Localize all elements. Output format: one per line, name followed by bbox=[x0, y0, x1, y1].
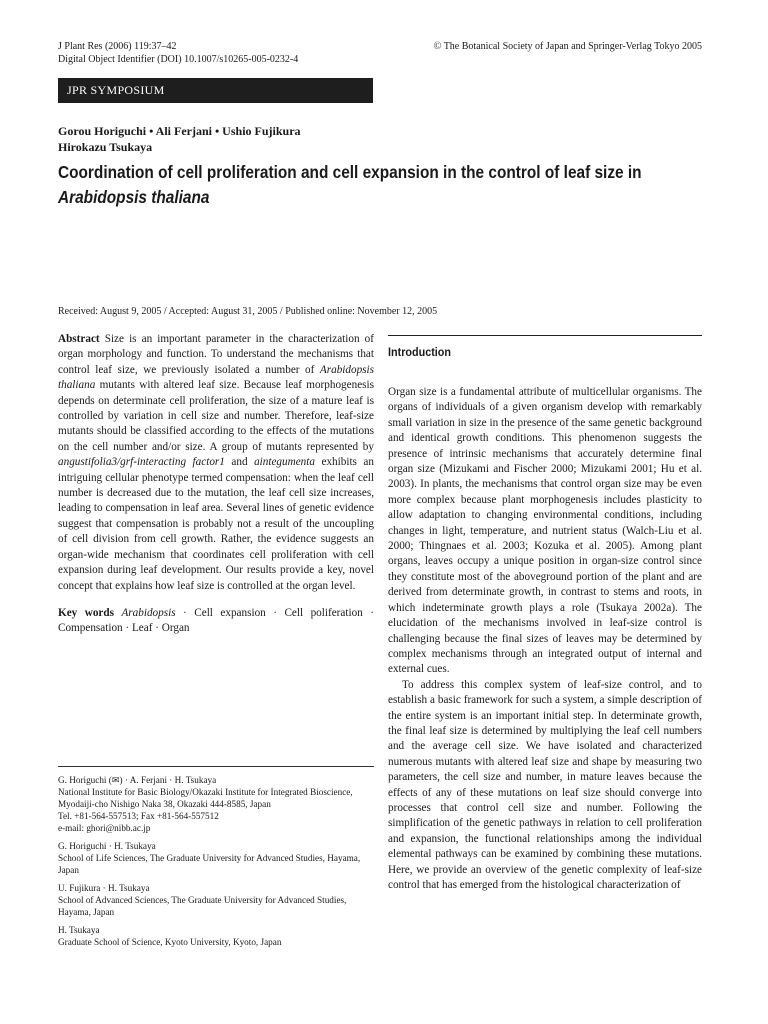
affiliation-4 bbox=[58, 924, 374, 948]
affiliation-2 bbox=[58, 840, 374, 876]
affiliation-names: U. Fujikura · H. Tsukaya bbox=[58, 883, 150, 893]
keywords bbox=[58, 606, 374, 637]
abstract-italic-1: Arabidopsis thaliana bbox=[58, 363, 374, 392]
author-line-1: Gorou Horiguchi • Ali Ferjani • Ushio Fujikura bbox=[58, 124, 301, 138]
copyright-notice: © The Botanical Society of Japan and Springer-Verlag Tokyo 2005 bbox=[433, 41, 702, 52]
keywords-italic: Arabidopsis bbox=[121, 606, 176, 619]
affiliation-names: G. Horiguchi · H. Tsukaya bbox=[58, 841, 156, 851]
section-heading-introduction: Introduction bbox=[388, 345, 451, 359]
doi-line: Digital Object Identifier (DOI) 10.1007/s10265-005-0232-4 bbox=[58, 54, 299, 65]
affiliation-names: G. Horiguchi (✉) · A. Ferjani · H. Tsukaya bbox=[58, 775, 217, 785]
abstract-text-2: mutants with altered leaf size. Because leaf morphogenesis depends on determinate cell proliferation, the size of a mature leaf is controlled by variation in cell size and number. Therefore, leaf-size mutants should be classified according to the effects of the mutations on the cell number and/or size. A group of mutants represented by bbox=[58, 379, 374, 453]
affiliation-address: Graduate School of Science, Kyoto University, Kyoto, Japan bbox=[58, 937, 282, 947]
journal-header bbox=[58, 40, 298, 66]
left-column bbox=[58, 332, 374, 637]
author-list bbox=[58, 123, 301, 155]
affiliation-names: H. Tsukaya bbox=[58, 925, 100, 935]
keywords-label: Key words bbox=[58, 606, 114, 619]
affiliation-3 bbox=[58, 882, 374, 918]
affiliation-address: School of Advanced Sciences, The Graduate University for Advanced Studies, Hayama, Japan bbox=[58, 895, 347, 917]
title-species: Arabidopsis thaliana bbox=[58, 187, 210, 207]
affiliation-address: School of Life Sciences, The Graduate University for Advanced Studies, Hayama, Japan bbox=[58, 853, 361, 875]
intro-paragraph-1: Organ size is a fundamental attribute of multicellular organisms. The organs of individuals of a given organism develop with remarkably small variation in size in the presence of the same genetic background and identical growth conditions. This phenomenon suggests the presence of intrinsic mechanisms that accurately determine final organ size (Mizukami and Fischer 2000; Mizukami 2001; Hu et al. 2003). In plants, the mechanisms that control organ size may be even more complex because plant morphogenesis includes plasticity to allow adaptation to changing environmental conditions, including changes in light, temperature, and nutrient status (Walch-Liu et al. 2000; Thingnaes et al. 2003; Kozuka et al. 2005). Among plant organs, leaves occupy a unique position in organ-size control since they constitute most of the aboveground portion of the plant and are derived from determinate growth, in contrast to stems and roots, in which indeterminate growth plays a role (Tsukaya 2002a). The elucidation of the mechanisms involved in leaf-size control is challenging because the final sizes of leaves may be determined by complex mechanisms through an integrated output of internal and external cues. bbox=[388, 386, 702, 676]
abstract-label: Abstract bbox=[58, 333, 100, 345]
intro-paragraph-2: To address this complex system of leaf-size control, and to establish a basic framework for such a system, a simple description of the entire system is an important initial step. In determinate growth, the final leaf size is determined by multiplying the leaf cell numbers and the average cell size. We have isolated and characterized numerous mutants with altered leaf size and shape by measuring two parameters, the cell size and number, in mature leaves because the effects of any of these mutations on leaf size should converge into processes that control cell size and number. Following the simplification of the genetic pathways in relation to cell proliferation and expansion, the functional relationships among the individual elemental pathways can be examined by combining these mutations. Here, we provide an overview of the genetic complexity of leaf-size control that has emerged from the histological characterization of bbox=[388, 678, 702, 891]
affiliation-email: e-mail: ghori@nibb.ac.jp bbox=[58, 823, 151, 833]
section-banner: JPR SYMPOSIUM bbox=[58, 78, 373, 103]
abstract-text-4: exhibits an intriguing cellular phenotype termed compensation: when the leaf cell number is decreased due to the mutation, the leaf cell size increases, leading to compensation in leaf area. Several lines of genetic evidence suggest that compensation is probably not a result of the uncoupling of cell division from cell growth. Rather, the evidence suggests an organ-wide mechanism that coordinates cell proliferation with cell expansion during leaf development. Our results provide a key, novel concept that explains how leaf size is controlled at the organ level. bbox=[58, 456, 374, 592]
title-main: Coordination of cell proliferation and cell expansion in the control of leaf size in bbox=[58, 162, 642, 182]
article-title bbox=[58, 160, 718, 210]
abstract-italic-2: angustifolia3/grf-interacting factor1 bbox=[58, 456, 225, 469]
affiliation-address: National Institute for Basic Biology/Okazaki Institute for Integrated Bioscience, Myodaiji-cho Nishigo Naka 38, Okazaki 444-8585, Japan bbox=[58, 787, 353, 809]
affiliation-phone: Tel. +81-564-557513; Fax +81-564-557512 bbox=[58, 811, 219, 821]
right-column bbox=[388, 335, 702, 893]
abstract bbox=[58, 332, 374, 594]
abstract-text-1: Size is an important parameter in the characterization of organ morphology and function. To understand the mechanisms that control leaf size, we previously isolated a number of bbox=[58, 333, 374, 376]
abstract-text-3: and bbox=[224, 456, 255, 469]
journal-citation: J Plant Res (2006) 119:37–42 bbox=[58, 41, 177, 52]
affiliation-divider bbox=[58, 766, 374, 767]
keywords-text: · Cell expansion · Cell poliferation · Compensation · Leaf · Organ bbox=[58, 606, 374, 635]
affiliation-1 bbox=[58, 774, 374, 834]
author-line-2: Hirokazu Tsukaya bbox=[58, 140, 153, 154]
abstract-italic-3: aintegumenta bbox=[254, 456, 315, 469]
received-dates: Received: August 9, 2005 / Accepted: August 31, 2005 / Published online: November 12, 2005 bbox=[58, 306, 438, 317]
section-rule bbox=[388, 335, 702, 336]
